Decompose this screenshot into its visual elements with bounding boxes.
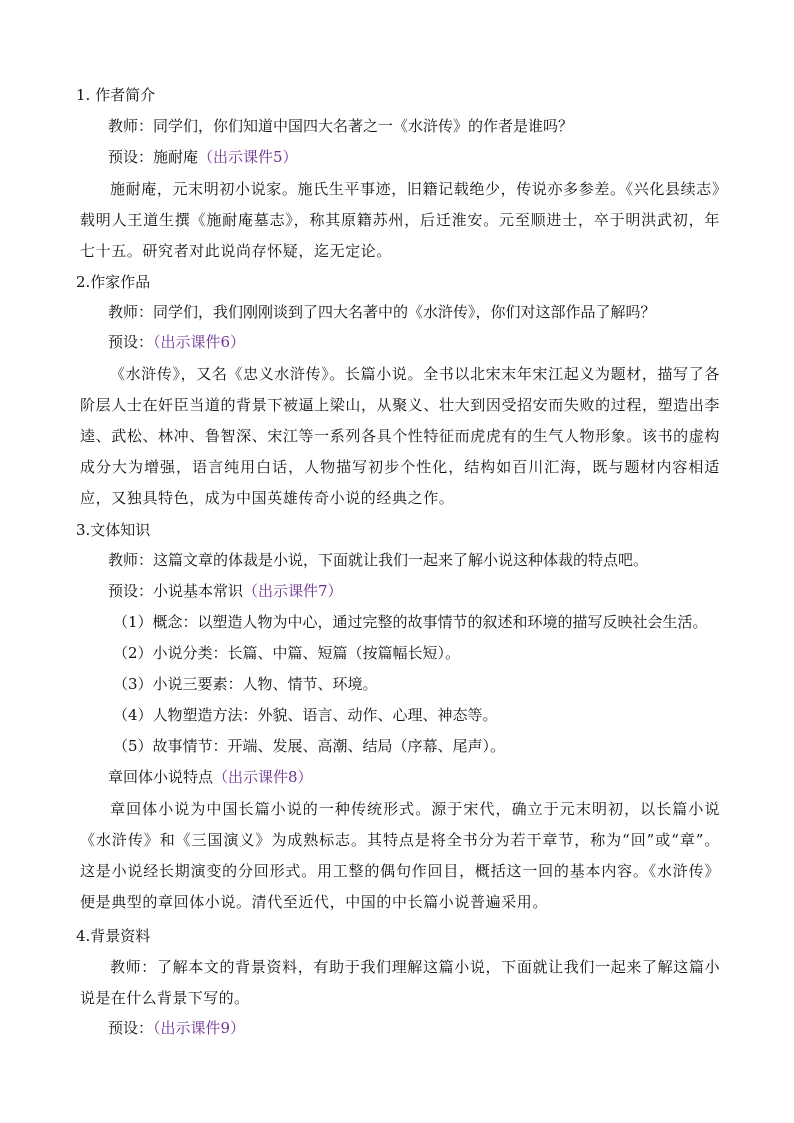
section-1-paragraph: 施耐庵，元末明初小说家。施氏生平事迹，旧籍记载绝少，传说亦多参差。《兴化县续志》载明人王道生撰《施耐庵墓志》，称其原籍苏州，后迁淮安。元至顺进士，卒于明洪武初，年七十五。研究者对此说尚存怀疑，迄无定论。 [80,180,720,260]
section-2-preset [108,332,245,352]
courseware-note: （出示课件7） [243,582,343,600]
list-item: （1）概念：以塑造人物为中心，通过完整的故事情节的叙述和环境的描写反映社会生活。 [113,613,708,631]
section-1-teacher-line: 教师：同学们，你们知道中国四大名著之一《水浒传》的作者是谁吗？ [108,117,574,135]
preset-label: 预设： [108,1019,154,1037]
list-item: （3）小说三要素：人物、情节、环境。 [113,675,378,693]
section-3-preset [108,581,343,601]
section-2-paragraph: 《水浒传》，又名《忠义水浒传》。长篇小说。全书以北宋末年宋江起义为题材，描写了各阶层人士在奸臣当道的背景下被逼上梁山，从聚义、壮大到因受招安而失败的过程，塑造出李逵、武松、林冲、鲁智深、宋江等一系列各具个性特征而虎虎有的生气人物形象。该书的虚构成分大为增强，语言纯用白话，人物描写初步个性化，结构如百川汇海，既与题材内容相适应，又独具特色，成为中国英雄传奇小说的经典之作。 [80,365,720,507]
sub-label: 章回体小说特点 [108,768,214,786]
preset-label: 预设：小说基本常识 [108,582,244,600]
section-4-teacher-line: 教师：了解本文的背景资料，有助于我们理解这篇小说，下面就让我们一起来了解这篇小说是在什么背景下写的。 [80,958,720,1007]
section-2-teacher-line: 教师：同学们，我们刚刚谈到了四大名著中的《水浒传》，你们对这部作品了解吗？ [108,303,656,321]
preset-label: 预设： [108,333,154,351]
list-item: （2）小说分类：长篇、中篇、短篇（按篇幅长短）。 [113,644,461,662]
courseware-note: （出示课件9） [153,1019,246,1037]
section-3-teacher-line: 教师：这篇文章的体裁是小说，下面就让我们一起来了解小说这种体裁的特点吧。 [108,551,649,569]
section-3-paragraph: 章回体小说为中国长篇小说的一种传统形式。源于宋代，确立于元末明初，以长篇小说《水浒传》和《三国演义》为成熟标志。其特点是将全书分为若干章节，称为“回”或“章”。这是小说经长期演变的分回形式。用工整的偶句作回目，概括这一回的基本内容。《水浒传》便是典型的章回体小说。清代至近代，中国的中长篇小说普遍采用。 [80,800,720,911]
section-3-sub-heading [108,767,313,787]
section-2-heading: 2.作家作品 [76,273,151,291]
list-item: （5）故事情节：开端、发展、高潮、结局（序幕、尾声）。 [113,737,506,755]
section-1-heading: 1. 作者简介 [76,86,156,104]
section-4-preset [108,1018,245,1038]
courseware-note: （出示课件5） [198,148,298,166]
preset-label: 预设：施耐庵 [108,148,199,166]
courseware-note: （出示课件8） [213,768,313,786]
list-item: （4）人物塑造方法：外貌、语言、动作、心理、神态等。 [113,706,498,724]
section-1-preset [108,147,298,167]
courseware-note: （出示课件6） [153,333,246,351]
section-3-heading: 3.文体知识 [76,521,151,539]
section-4-heading: 4.背景资料 [76,927,151,945]
